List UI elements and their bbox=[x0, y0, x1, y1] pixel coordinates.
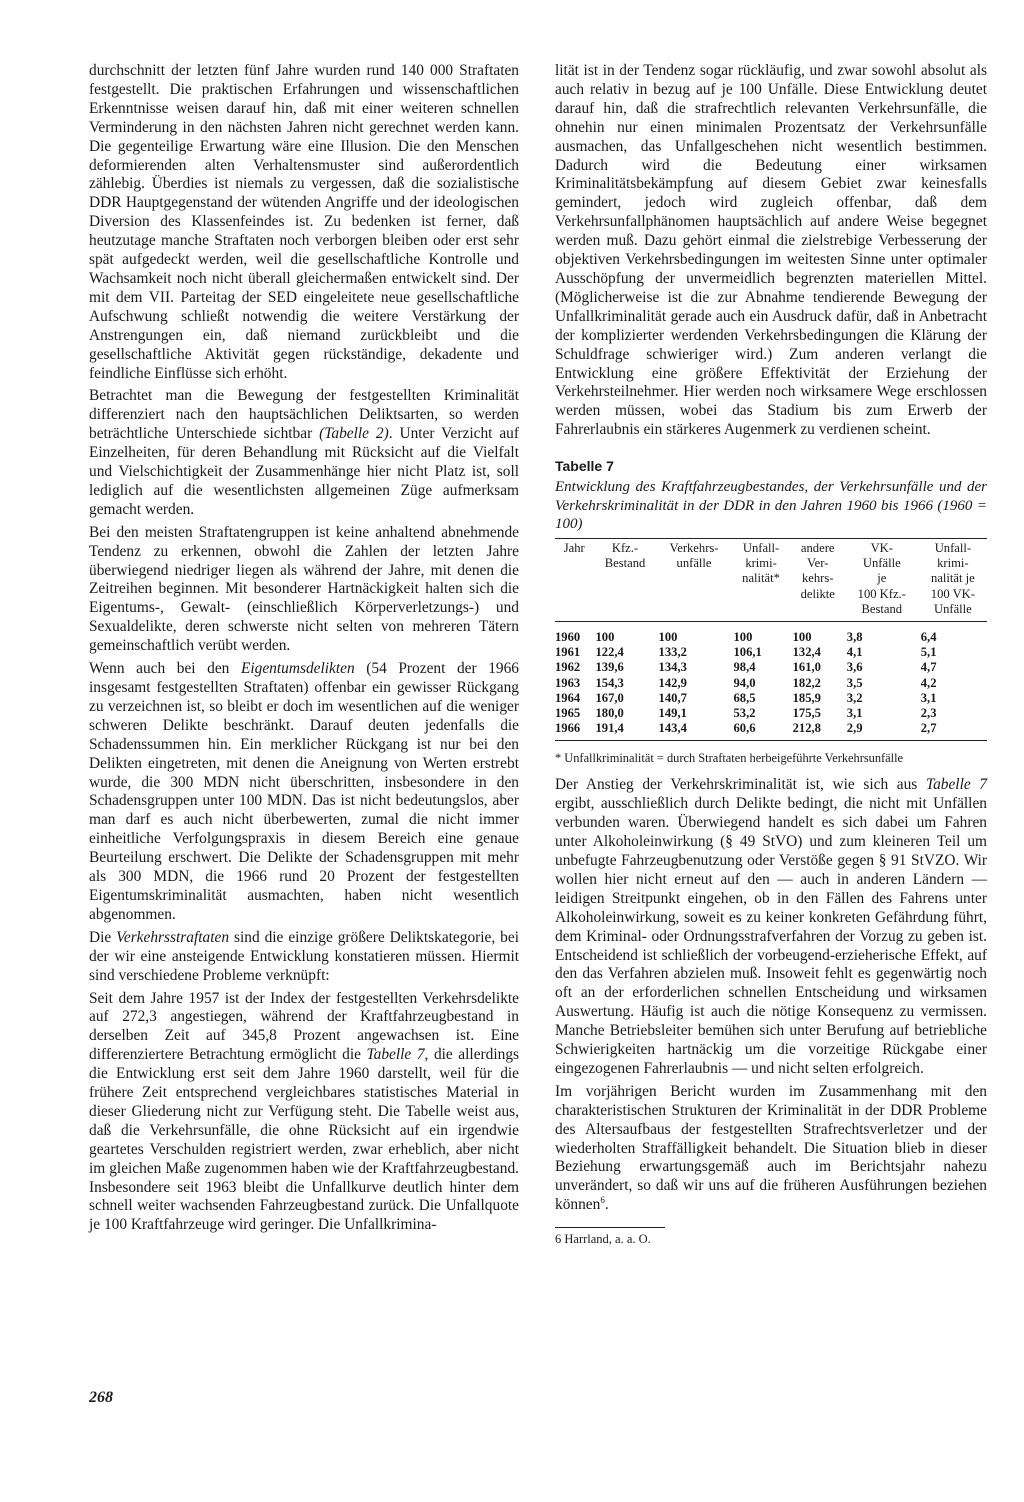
table-row bbox=[555, 645, 987, 660]
year-cell: 1966 bbox=[555, 721, 581, 736]
left-column bbox=[89, 62, 519, 1239]
column-header: Unfall- krimi- nalität je 100 VK- Unfälle bbox=[930, 540, 975, 616]
value-cell: 5,1 bbox=[920, 645, 937, 660]
value-cell: 140,7 bbox=[658, 690, 687, 705]
column-header: Unfall- krimi- nalität* bbox=[742, 540, 780, 586]
value-cell: 3,6 bbox=[846, 660, 863, 675]
column-header: andere Ver- kehrs- delikte bbox=[800, 540, 835, 601]
column-header: Jahr bbox=[563, 540, 585, 555]
table-row bbox=[555, 721, 987, 741]
paragraph: lität ist in der Tendenz sogar rückläufig, und zwar sowohl absolut als auch relativ in bezug auf je 100 Unfälle. Diese Entwicklung deutet darauf hin, daß die strafrechtlich relevanten Verkehrsunfälle, die ohnehin nur einen minimalen Prozentsatz der Verkehrsunfälle ausmachen, das Unfallgeschehen nicht wesentlich bestimmen. Dadurch wird die Bedeutung einer wirksamen Kriminalitätsbekämpfung auf diesem Gebiet zwar keinesfalls gemindert, jedoch wird zugleich offenbar, daß dem Verkehrsunfallphänomen hauptsächlich auf andere Weise begegnet werden muß. Dazu gehört einmal die zielstrebige Verbesserung der objektiven Verkehrsbedingungen im weitesten Sinne unter optimaler Ausschöpfung der unvermeidlich begrenzten materiellen Mittel. (Möglicherweise ist die zur Abnahme tendierende Bewegung der Unfallkriminalität gerade auch ein Ausdruck dafür, daß in Anbetracht der komplizierter werdenden Verkehrsbedingungen die Klärung der Schuldfrage schwieriger wird.) Zum anderen verlangt die Entwicklung eine größere Effektivität der Erziehung der Verkehrsteilnehmer. Hier werden noch wirksamere Wege erschlossen werden müssen, wobei das Stadium bis zum Erwerb der Fahrerlaubnis ein stärkeres Augenmerk zu verdienen scheint. bbox=[555, 62, 987, 439]
value-cell: 191,4 bbox=[595, 721, 624, 736]
column-header: Verkehrs- unfälle bbox=[669, 540, 719, 571]
value-cell: 143,4 bbox=[658, 721, 687, 736]
table-row bbox=[555, 706, 987, 721]
footnote: 6 Harrland, a. a. O. bbox=[555, 1227, 665, 1247]
footnote-reference: 6 bbox=[600, 1195, 605, 1206]
table-row bbox=[555, 621, 987, 645]
value-cell: 142,9 bbox=[658, 675, 687, 690]
value-cell: 212,8 bbox=[792, 721, 821, 736]
value-cell: 161,0 bbox=[792, 660, 821, 675]
paragraph: Wenn auch bei den Eigentumsdelikten (54 Prozent der 1966 insgesamt festgestellten Straftaten) offenbar ein gewisser Rückgang zu verzeichnen ist, so bleibt er doch im wesentlichen auf die weniger schweren Delikte beschränkt. Darauf deuten jedenfalls die Schadenssummen hin. Ein merklicher Rückgang ist nur bei den Delikten eingetreten, mit denen die Aneignung von Werten erstrebt wurde, die 300 MDN nicht überschritten, insbesondere in den Schadensgruppen unter 100 MDN. Das ist nicht bedeutungslos, aber man darf es auch nicht überbewerten, zumal die nicht immer einheitliche Verfolgungspraxis in diesem Bereich eine genaue Beurteilung erschwert. Die Delikte der Schadensgruppen mit mehr als 300 MDN, die 1966 rund 20 Prozent der festgestellten Eigentumskriminalität ausmachten, haben nicht wesentlich abgenommen. bbox=[89, 660, 519, 923]
paragraph: Bei den meisten Straftatengruppen ist keine anhaltend abnehmende Tendenz zu erkennen, obwohl die Zahlen der letzten Jahre überwiegend niedriger liegen als während der Jahre, mit denen die Zeitreihen beginnen. Mit besonderer Hartnäckigkeit halten sich die Eigentums-, Gewalt- (einschließlich Körperverletzungs-) und Sexualdelikte, deren schwerste nicht selten von mehreren Tätern gemeinschaftlich verübt werden. bbox=[89, 523, 519, 655]
year-cell: 1960 bbox=[555, 629, 581, 644]
value-cell: 106,1 bbox=[733, 645, 762, 660]
value-cell: 185,9 bbox=[792, 690, 821, 705]
value-cell: 100 bbox=[658, 629, 678, 644]
value-cell: 6,4 bbox=[920, 629, 937, 644]
value-cell: 154,3 bbox=[595, 675, 624, 690]
value-cell: 2,3 bbox=[920, 705, 937, 720]
value-cell: 4,1 bbox=[846, 645, 863, 660]
year-cell: 1963 bbox=[555, 675, 581, 690]
value-cell: 182,2 bbox=[792, 675, 821, 690]
value-cell: 3,1 bbox=[920, 690, 937, 705]
column-header: VK- Unfälle je 100 Kfz.- Bestand bbox=[857, 540, 906, 616]
table-note: * Unfallkriminalität = durch Straftaten herbeigeführte Verkehrsunfälle bbox=[555, 751, 904, 766]
year-cell: 1964 bbox=[555, 690, 581, 705]
value-cell: 175,5 bbox=[792, 705, 821, 720]
value-cell: 94,0 bbox=[733, 675, 756, 690]
paragraph: durchschnitt der letzten fünf Jahre wurden rund 140 000 Straftaten festgestellt. Die praktischen Erfahrungen und wissenschaftlichen Erkenntnisse weisen darauf hin, daß mit einer weiteren schnellen Verminderung in den nächsten Jahren nicht gerechnet werden kann. Die gegenteilige Erwartung wäre eine Illusion. Die den Menschen deformierenden alten Verhaltensmuster sind außerordentlich zählebig. Überdies ist niemals zu vergessen, daß die sozialistische DDR Hauptgegenstand der wütenden Angriffe und der ideologischen Diversion des Klassenfeindes ist. Zu bedenken ist ferner, daß heutzutage manche Straftaten noch verborgen bleiben oder erst sehr spät aufgedeckt werden, weil die gesellschaftliche Kontrolle und Wachsamkeit noch nicht überall gleichermaßen entwickelt sind. Der mit dem VII. Parteitag der SED eingeleitete neue gesellschaftliche Aufschwung schließt notwendig die weitere Verstärkung der Anstrengungen ein, daß niemand zurückbleibt und die gesellschaftliche Aktivität gegen rückständige, dekadente und feindliche Einflüsse sich erhöht. bbox=[89, 62, 519, 382]
value-cell: 132,4 bbox=[792, 645, 821, 660]
paragraph: Seit dem Jahre 1957 ist der Index der festgestellten Verkehrsdelikte auf 272,3 angestiegen, während der Kraftfahrzeugbestand in derselben Zeit auf 345,8 Prozent angewachsen ist. Eine differenziertere Betrachtung ermöglicht die Tabelle 7, die allerdings die Entwicklung erst seit dem Jahre 1960 darstellt, weil für die frühere Zeit entsprechend vergleichbares statistisches Material in dieser Gliederung nicht zur Verfügung steht. Die Tabelle weist aus, daß die Verkehrsunfälle, die ohne Rücksicht auf ein irgendwie geartetes Verschulden registriert werden, zwar erheblich, aber nicht im gleichen Maße zugenommen haben wie der Kraftfahrzeugbestand. Insbesondere seit 1963 bleibt die Unfallkurve deutlich hinter dem schnell weiter wachsenden Fahrzeugbestand zurück. Die Unfallquote je 100 Kraftfahrzeuge wird geringer. Die Unfallkrimina- bbox=[89, 989, 520, 1234]
value-cell: 100 bbox=[733, 629, 753, 644]
value-cell: 3,8 bbox=[846, 629, 863, 644]
value-cell: 133,2 bbox=[658, 645, 687, 660]
value-cell: 167,0 bbox=[595, 690, 624, 705]
value-cell: 2,9 bbox=[846, 721, 863, 736]
value-cell: 68,5 bbox=[733, 690, 756, 705]
year-cell: 1965 bbox=[555, 705, 581, 720]
value-cell: 60,6 bbox=[733, 721, 756, 736]
value-cell: 4,2 bbox=[920, 675, 937, 690]
value-cell: 3,5 bbox=[846, 675, 863, 690]
table-row bbox=[555, 660, 987, 675]
value-cell: 4,7 bbox=[920, 660, 937, 675]
value-cell: 134,3 bbox=[658, 660, 687, 675]
table-row bbox=[555, 676, 987, 691]
value-cell: 98,4 bbox=[733, 660, 756, 675]
table-label: Tabelle 7 bbox=[555, 458, 614, 475]
value-cell: 149,1 bbox=[658, 705, 687, 720]
statistics-table bbox=[555, 538, 987, 741]
value-cell: 2,7 bbox=[920, 721, 937, 736]
paragraph-text: Im vorjährigen Bericht wurden im Zusammenhang mit den charakteristischen Strukturen der Kriminalität in der DDR Probleme des Altersaufbaus der festgestellten Strafrechtsverletzer und der wiederholten Straffälligkeit behandelt. Die Situation blieb in dieser Beziehung erwartungsgemäß auch im Berichtsjahr nahezu unverändert, so daß wir uns auf die früheren Ausführungen beziehen können bbox=[555, 1082, 987, 1214]
year-cell: 1961 bbox=[555, 645, 581, 660]
table-caption: Entwicklung des Kraftfahrzeugbestandes, der Verkehrsunfälle und der Verkehrskriminalität in der DDR in den Jahren 1960 bis 1966 (1960 = 100) bbox=[555, 479, 987, 533]
value-cell: 139,6 bbox=[595, 660, 624, 675]
value-cell: 100 bbox=[792, 629, 812, 644]
value-cell: 3,1 bbox=[846, 705, 863, 720]
column-header: Kfz.- Bestand bbox=[604, 540, 646, 571]
paragraph: Betrachtet man die Bewegung der festgestellten Kriminalität differenziert nach den hauptsächlichen Deliktsarten, so werden beträchtliche Unterschiede sichtbar (Tabelle 2). Unter Verzicht auf Einzelheiten, für deren Behandlung mit Rücksicht auf die Vielfalt und Vielschichtigkeit der Zusammenhänge hier nicht Platz ist, soll lediglich auf die wesentlichsten allgemeinen Züge aufmerksam gemacht werden. bbox=[89, 387, 519, 518]
value-cell: 122,4 bbox=[595, 645, 624, 660]
value-cell: 53,2 bbox=[733, 705, 756, 720]
table-row bbox=[555, 691, 987, 706]
value-cell: 3,2 bbox=[846, 690, 863, 705]
paragraph: Der Anstieg der Verkehrskriminalität ist, wie sich aus Tabelle 7 ergibt, ausschließlich durch Delikte bedingt, die nicht mit Unfällen verbunden waren. Überwiegend handelt es sich dabei um Fahren unter Alkoholeinwirkung (§ 49 StVO) und zum kleineren Teil um unbefugte Fahrzeugbenutzung oder Verstöße gegen § 91 StVZO. Wir wollen hier nicht erneut auf den — auch in anderen Ländern — leidigen Streitpunkt eingehen, ob in den Fällen des Fahrens unter Alkoholeinwirkung, soweit es zu keiner konkreten Gefährdung führt, dem Kriminal- oder Ordnungsstrafverfahren der Vorzug zu geben ist. Entscheidend ist schließlich der vorbeugend-erzieherische Effekt, auf den das Verfahren abzielen muß. Insoweit fehlt es gegenwärtig noch oft an der erforderlichen schnellen Entscheidung und wirksamen Auswertung. Häufig ist auch die nötige Konsequenz zu vermissen. Manche Betriebsleiter bemühen sich unter Berufung auf betriebliche Schwierigkeiten hartnäckig um die vorzeitige Rückgabe einer eingezogenen Fahrerlaubnis — und nicht selten erfolgreich. bbox=[555, 776, 987, 1077]
value-cell: 100 bbox=[595, 629, 615, 644]
right-column bbox=[555, 62, 987, 1247]
value-cell: 180,0 bbox=[595, 705, 624, 720]
page-number: 268 bbox=[89, 1389, 113, 1406]
table-header-row bbox=[555, 538, 987, 621]
paragraph: Im vorjährigen Bericht wurden im Zusammenhang mit den charakteristischen Strukturen der Kriminalität in der DDR Probleme des Altersaufbaus der festgestellten Strafrechtsverletzer und der wiederholten Straffälligkeit behandelt. Die Situation blieb in dieser Beziehung erwartungsgemäß auch im Berichtsjahr nahezu unverändert, so daß wir uns auf die früheren Ausführungen beziehen können$^6$. bbox=[555, 1082, 987, 1214]
year-cell: 1962 bbox=[555, 660, 581, 675]
paragraph: Die Verkehrsstraftaten sind die einzige größere Deliktskategorie, bei der wir eine ansteigende Entwicklung konstatieren müssen. Hiermit sind verschiedene Probleme verknüpft: bbox=[89, 928, 519, 984]
